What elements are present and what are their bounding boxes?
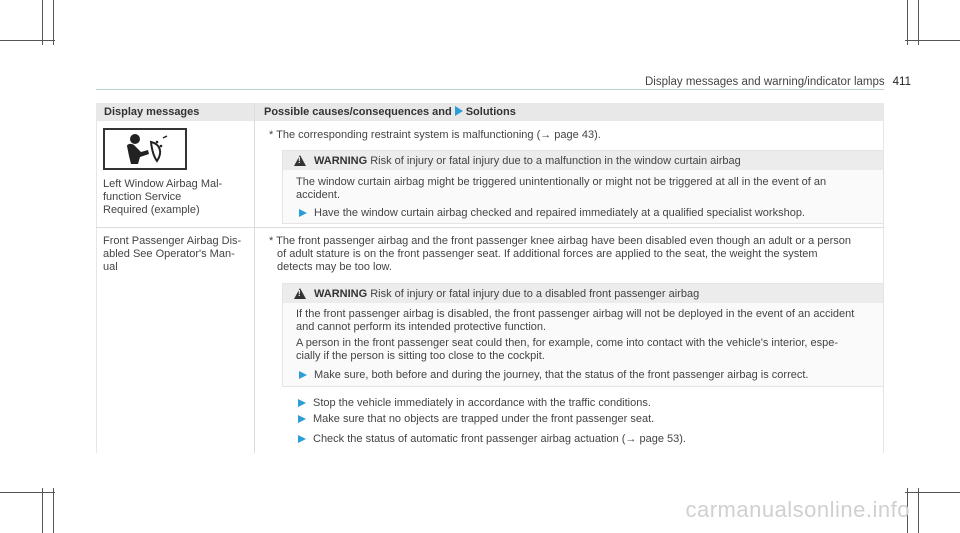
crop-mark (53, 0, 54, 45)
warning-action: Have the window curtain airbag checked and repaired immediately at a qualified specialist workshop. (314, 207, 805, 219)
step-text: Stop the vehicle immediately in accordance with the traffic conditions. (313, 397, 651, 409)
crop-mark (905, 40, 960, 41)
warning-box (282, 283, 884, 387)
warning-body: A person in the front passenger seat could then, for example, come into contact with the vehicle's interior, espe- cially if the person is sitting too close to the cockpit. (296, 337, 839, 362)
warning-body: If the front passenger airbag is disabled, the front passenger airbag will not be deployed in the event of an accident and cannot perform its intended protective function. (296, 308, 855, 333)
warning-title: Risk of injury or fatal injury due to a disabled front passenger airbag (370, 288, 700, 300)
cause-text: * The corresponding restraint system is malfunctioning (→ page 43). (269, 129, 601, 141)
column-header-causes: Possible causes/consequences and Solutions (264, 106, 516, 118)
display-message-passenger-airbag: Front Passenger Airbag Dis- abled See Operator's Man- ual (103, 235, 242, 273)
header-rule (96, 89, 884, 90)
crop-mark (918, 488, 919, 533)
warning-body: The window curtain airbag might be triggered unintentionally or might not be triggered at all in the event of an accident. (296, 176, 827, 201)
table-border-left (96, 121, 97, 453)
airbag-warning-icon (103, 128, 187, 170)
crop-mark (0, 492, 55, 493)
bullet-arrow-icon (298, 399, 306, 407)
warning-label: WARNING (314, 288, 368, 300)
warning-box (282, 150, 884, 224)
bullet-arrow-icon (298, 435, 306, 443)
warning-title: Risk of injury or fatal injury due to a malfunction in the window curtain airbag (370, 155, 741, 167)
bullet-arrow-icon (298, 415, 306, 423)
display-message-window-airbag: Left Window Airbag Mal- function Service Required (example) (103, 178, 223, 216)
bullet-arrow-icon (299, 371, 307, 379)
warning-label: WARNING (314, 155, 368, 167)
warning-action: Make sure, both before and during the journey, that the status of the front passenger airbag is correct. (314, 369, 809, 381)
crop-mark (42, 488, 43, 533)
column-divider (254, 103, 255, 453)
column-header-messages: Display messages (104, 106, 200, 118)
crop-mark (53, 488, 54, 533)
crop-mark (918, 0, 919, 45)
step-text: Check the status of automatic front passenger airbag actuation (→ page 53). (313, 433, 686, 445)
crop-mark (907, 0, 908, 45)
warning-triangle-icon (294, 288, 306, 299)
bullet-arrow-icon (299, 209, 307, 217)
watermark: carmanualsonline.info (685, 497, 910, 522)
crop-mark (905, 492, 960, 493)
crop-mark (42, 0, 43, 45)
table-header (96, 103, 884, 121)
row-divider (96, 227, 884, 228)
section-title: Display messages and warning/indicator lamps (644, 76, 885, 88)
warning-triangle-icon (294, 155, 306, 166)
page-number: 411 (892, 76, 911, 88)
arrow-icon (455, 106, 463, 116)
crop-mark (0, 40, 55, 41)
cause-text: * The front passenger airbag and the front passenger knee airbag have been disabled even though an adult or a person of adult stature is on the front passenger seat. If additional forces are applied to the seat, the weight the system detects may be too low. (269, 235, 851, 273)
page-header (645, 76, 911, 88)
step-text: Make sure that no objects are trapped under the front passenger seat. (313, 413, 655, 425)
